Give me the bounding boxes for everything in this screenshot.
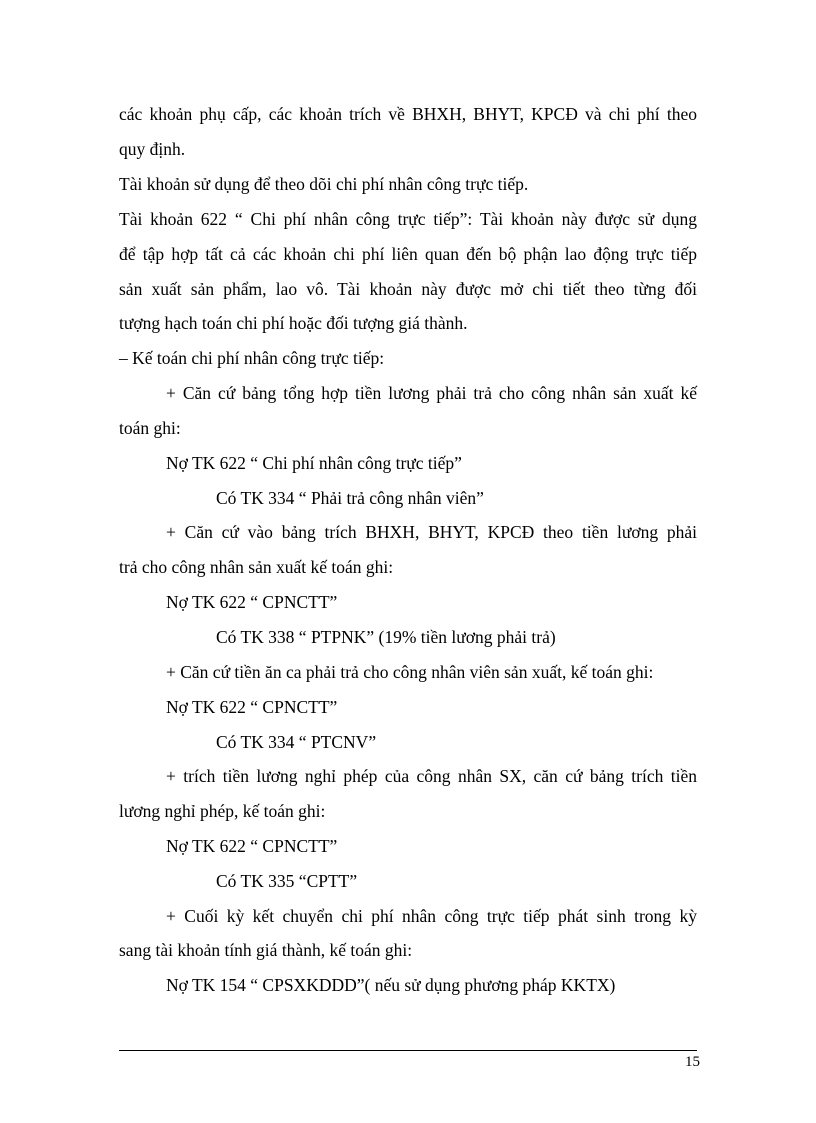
text-line: Tài khoản sử dụng để theo dõi chi phí nhân công trực tiếp.	[119, 174, 529, 194]
text-line: – Kế toán chi phí nhân công trực tiếp:	[119, 348, 385, 368]
page-number: 15	[685, 1054, 700, 1070]
text-line: các khoản phụ cấp, các khoản trích về BHXH, BHYT, KPCĐ và chi phí theo	[119, 104, 697, 124]
text-line: trả cho công nhân sản xuất kế toán ghi:	[119, 557, 394, 577]
footer-rule	[119, 1050, 697, 1051]
text-line: để tập hợp tất cả các khoản chi phí liên quan đến bộ phận lao động trực tiếp	[119, 244, 697, 264]
text-line: + Cuối kỳ kết chuyển chi phí nhân công trực tiếp phát sinh trong kỳ	[166, 906, 697, 926]
text-line: lương nghỉ phép, kế toán ghi:	[119, 801, 326, 821]
text-line: sản xuất sản phẩm, lao vô. Tài khoản này được mở chi tiết theo từng đối	[119, 279, 697, 299]
text-line: Tài khoản 622 “ Chi phí nhân công trực tiếp”: Tài khoản này được sử dụng	[119, 209, 697, 229]
journal-credit-line: Có TK 334 “ PTCNV”	[216, 732, 377, 752]
journal-debit-line: Nợ TK 154 “ CPSXKDDD”( nếu sử dụng phương pháp KKTX)	[166, 975, 616, 995]
journal-debit-line: Nợ TK 622 “ Chi phí nhân công trực tiếp”	[166, 453, 462, 473]
journal-debit-line: Nợ TK 622 “ CPNCTT”	[166, 697, 338, 717]
text-line: tượng hạch toán chi phí hoặc đối tượng giá thành.	[119, 313, 468, 333]
text-line: sang tài khoản tính giá thành, kế toán ghi:	[119, 940, 413, 960]
journal-debit-line: Nợ TK 622 “ CPNCTT”	[166, 592, 338, 612]
journal-credit-line: Có TK 338 “ PTPNK” (19% tiền lương phải trả)	[216, 627, 556, 647]
text-line: toán ghi:	[119, 418, 181, 438]
text-line: quy định.	[119, 139, 186, 159]
text-line: + trích tiền lương nghỉ phép của công nhân SX, căn cứ bảng trích tiền	[166, 766, 697, 786]
journal-debit-line: Nợ TK 622 “ CPNCTT”	[166, 836, 338, 856]
text-line: + Căn cứ tiền ăn ca phải trả cho công nhân viên sản xuất, kế toán ghi:	[166, 662, 654, 682]
text-line: + Căn cứ vào bảng trích BHXH, BHYT, KPCĐ theo tiền lương phải	[166, 522, 697, 542]
journal-credit-line: Có TK 334 “ Phải trả công nhân viên”	[216, 488, 484, 508]
journal-credit-line: Có TK 335 “CPTT”	[216, 871, 358, 891]
text-line: + Căn cứ bảng tổng hợp tiền lương phải trả cho công nhân sản xuất kế	[166, 383, 697, 403]
